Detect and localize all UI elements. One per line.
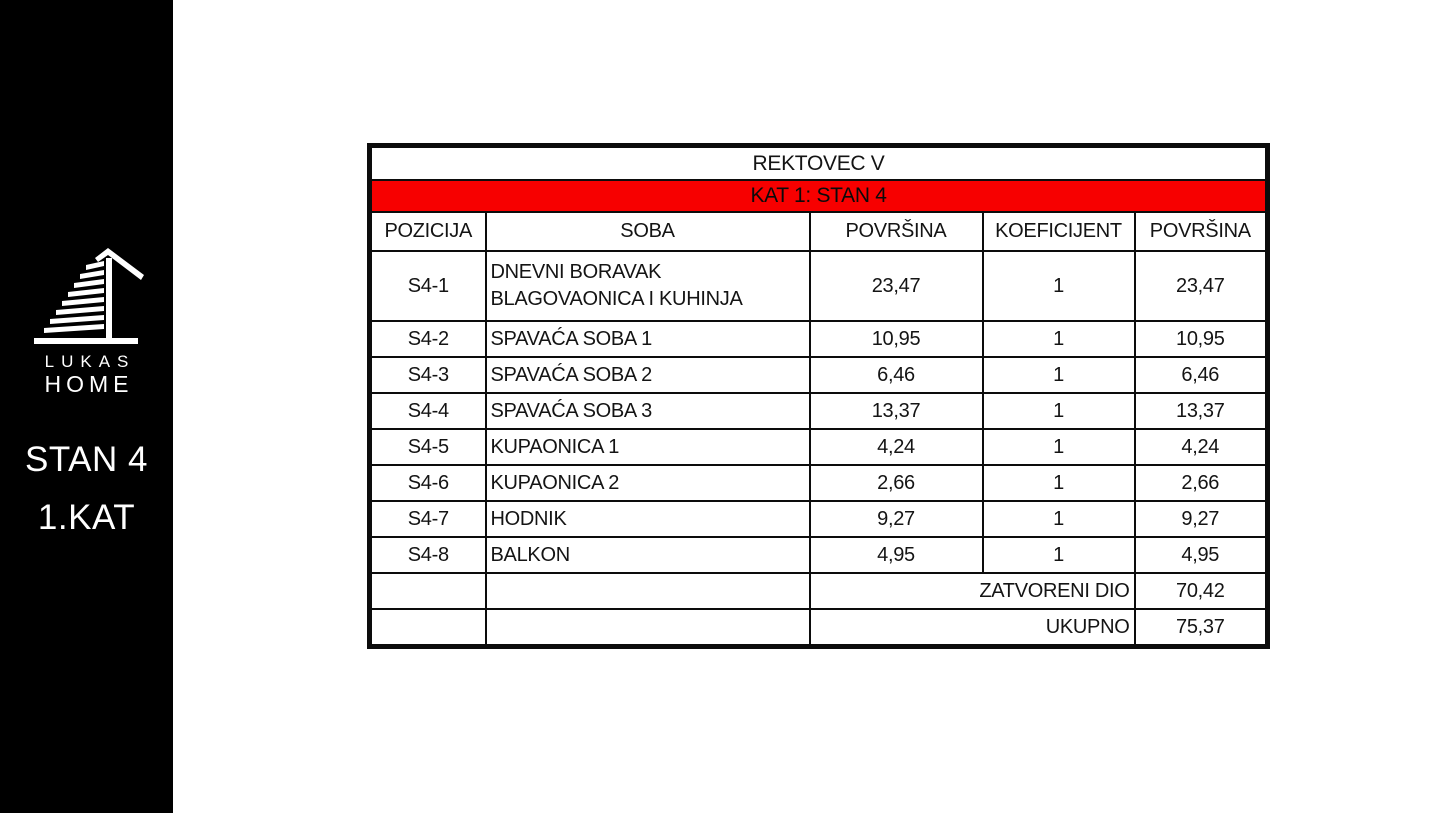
room-area-table bbox=[367, 143, 1270, 649]
lukas-home-building-logo-icon bbox=[28, 246, 146, 348]
sidebar bbox=[0, 0, 173, 813]
table-row bbox=[370, 357, 1268, 393]
koeficijent-cell: 1 bbox=[983, 501, 1135, 537]
koeficijent-cell: 1 bbox=[983, 251, 1135, 321]
table-subtitle-row bbox=[370, 180, 1268, 212]
table-header-row bbox=[370, 212, 1268, 251]
koeficijent-cell: 1 bbox=[983, 393, 1135, 429]
summary-row bbox=[370, 573, 1268, 609]
area-table-sheet bbox=[367, 143, 1265, 649]
soba-line: HODNIK bbox=[490, 507, 567, 530]
table-title-row bbox=[370, 146, 1268, 181]
pozicija-cell: S4-8 bbox=[370, 537, 486, 573]
povrsina-cell: 2,66 bbox=[810, 465, 983, 501]
brand-name-home: HOME bbox=[44, 371, 134, 397]
floor-apartment-subtitle: KAT 1: STAN 4 bbox=[370, 180, 1268, 212]
soba-line: DNEVNI BORAVAK bbox=[490, 261, 662, 283]
povrsina-total-cell: 2,66 bbox=[1135, 465, 1268, 501]
table-row bbox=[370, 321, 1268, 357]
povrsina-cell: 13,37 bbox=[810, 393, 983, 429]
povrsina-cell: 6,46 bbox=[810, 357, 983, 393]
empty-soba-cell bbox=[486, 573, 810, 609]
pozicija-cell: S4-7 bbox=[370, 501, 486, 537]
summary-label-cell: ZATVORENI DIO bbox=[810, 573, 1135, 609]
empty-pozicija-cell bbox=[370, 573, 486, 609]
table-row bbox=[370, 501, 1268, 537]
soba-line: SPAVAĆA SOBA 3 bbox=[490, 399, 652, 422]
soba-line: KUPAONICA 1 bbox=[490, 435, 620, 458]
povrsina-total-cell: 9,27 bbox=[1135, 501, 1268, 537]
povrsina-cell: 4,24 bbox=[810, 429, 983, 465]
koeficijent-cell: 1 bbox=[983, 357, 1135, 393]
pozicija-cell: S4-4 bbox=[370, 393, 486, 429]
empty-pozicija-cell bbox=[370, 609, 486, 647]
soba-line: SPAVAĆA SOBA 1 bbox=[490, 327, 652, 350]
povrsina-cell: 10,95 bbox=[810, 321, 983, 357]
povrsina-cell: 9,27 bbox=[810, 501, 983, 537]
summary-row bbox=[370, 609, 1268, 647]
pozicija-cell: S4-6 bbox=[370, 465, 486, 501]
povrsina-cell: 4,95 bbox=[810, 537, 983, 573]
povrsina-total-cell: 4,95 bbox=[1135, 537, 1268, 573]
pozicija-cell: S4-1 bbox=[370, 251, 486, 321]
soba-cell bbox=[486, 251, 810, 321]
koeficijent-cell: 1 bbox=[983, 321, 1135, 357]
povrsina-total-cell: 4,24 bbox=[1135, 429, 1268, 465]
empty-soba-cell bbox=[486, 609, 810, 647]
table-row bbox=[370, 393, 1268, 429]
povrsina-cell: 23,47 bbox=[810, 251, 983, 321]
soba-line: KUPAONICA 2 bbox=[490, 471, 620, 494]
povrsina-total-cell: 10,95 bbox=[1135, 321, 1268, 357]
project-title: REKTOVEC V bbox=[370, 146, 1268, 181]
povrsina-total-cell: 13,37 bbox=[1135, 393, 1268, 429]
pozicija-cell: S4-3 bbox=[370, 357, 486, 393]
table-row bbox=[370, 429, 1268, 465]
koeficijent-cell: 1 bbox=[983, 537, 1135, 573]
table-row bbox=[370, 251, 1268, 321]
soba-cell bbox=[486, 465, 810, 501]
soba-line: BLAGOVAONICA I KUHINJA bbox=[490, 288, 743, 310]
soba-cell bbox=[486, 321, 810, 357]
pozicija-cell: S4-2 bbox=[370, 321, 486, 357]
soba-line: BALKON bbox=[490, 543, 570, 566]
soba-cell bbox=[486, 429, 810, 465]
floor-caption: 1.KAT bbox=[37, 498, 136, 537]
soba-cell bbox=[486, 537, 810, 573]
summary-label-cell: UKUPNO bbox=[810, 609, 1135, 647]
brand-name-lukas: LUKAS bbox=[44, 352, 136, 371]
col-header-povrsina-2: POVRŠINA bbox=[1135, 212, 1268, 251]
soba-cell bbox=[486, 393, 810, 429]
col-header-pozicija: POZICIJA bbox=[370, 212, 486, 251]
pozicija-cell: S4-5 bbox=[370, 429, 486, 465]
povrsina-total-cell: 23,47 bbox=[1135, 251, 1268, 321]
apartment-caption: STAN 4 bbox=[25, 440, 148, 479]
col-header-povrsina: POVRŠINA bbox=[810, 212, 983, 251]
summary-value-cell: 70,42 bbox=[1135, 573, 1268, 609]
soba-cell bbox=[486, 501, 810, 537]
summary-value-cell: 75,37 bbox=[1135, 609, 1268, 647]
koeficijent-cell: 1 bbox=[983, 429, 1135, 465]
koeficijent-cell: 1 bbox=[983, 465, 1135, 501]
soba-line: SPAVAĆA SOBA 2 bbox=[490, 363, 652, 386]
table-row bbox=[370, 465, 1268, 501]
soba-cell bbox=[486, 357, 810, 393]
col-header-koeficijent: KOEFICIJENT bbox=[983, 212, 1135, 251]
table-row bbox=[370, 537, 1268, 573]
col-header-soba: SOBA bbox=[486, 212, 810, 251]
povrsina-total-cell: 6,46 bbox=[1135, 357, 1268, 393]
